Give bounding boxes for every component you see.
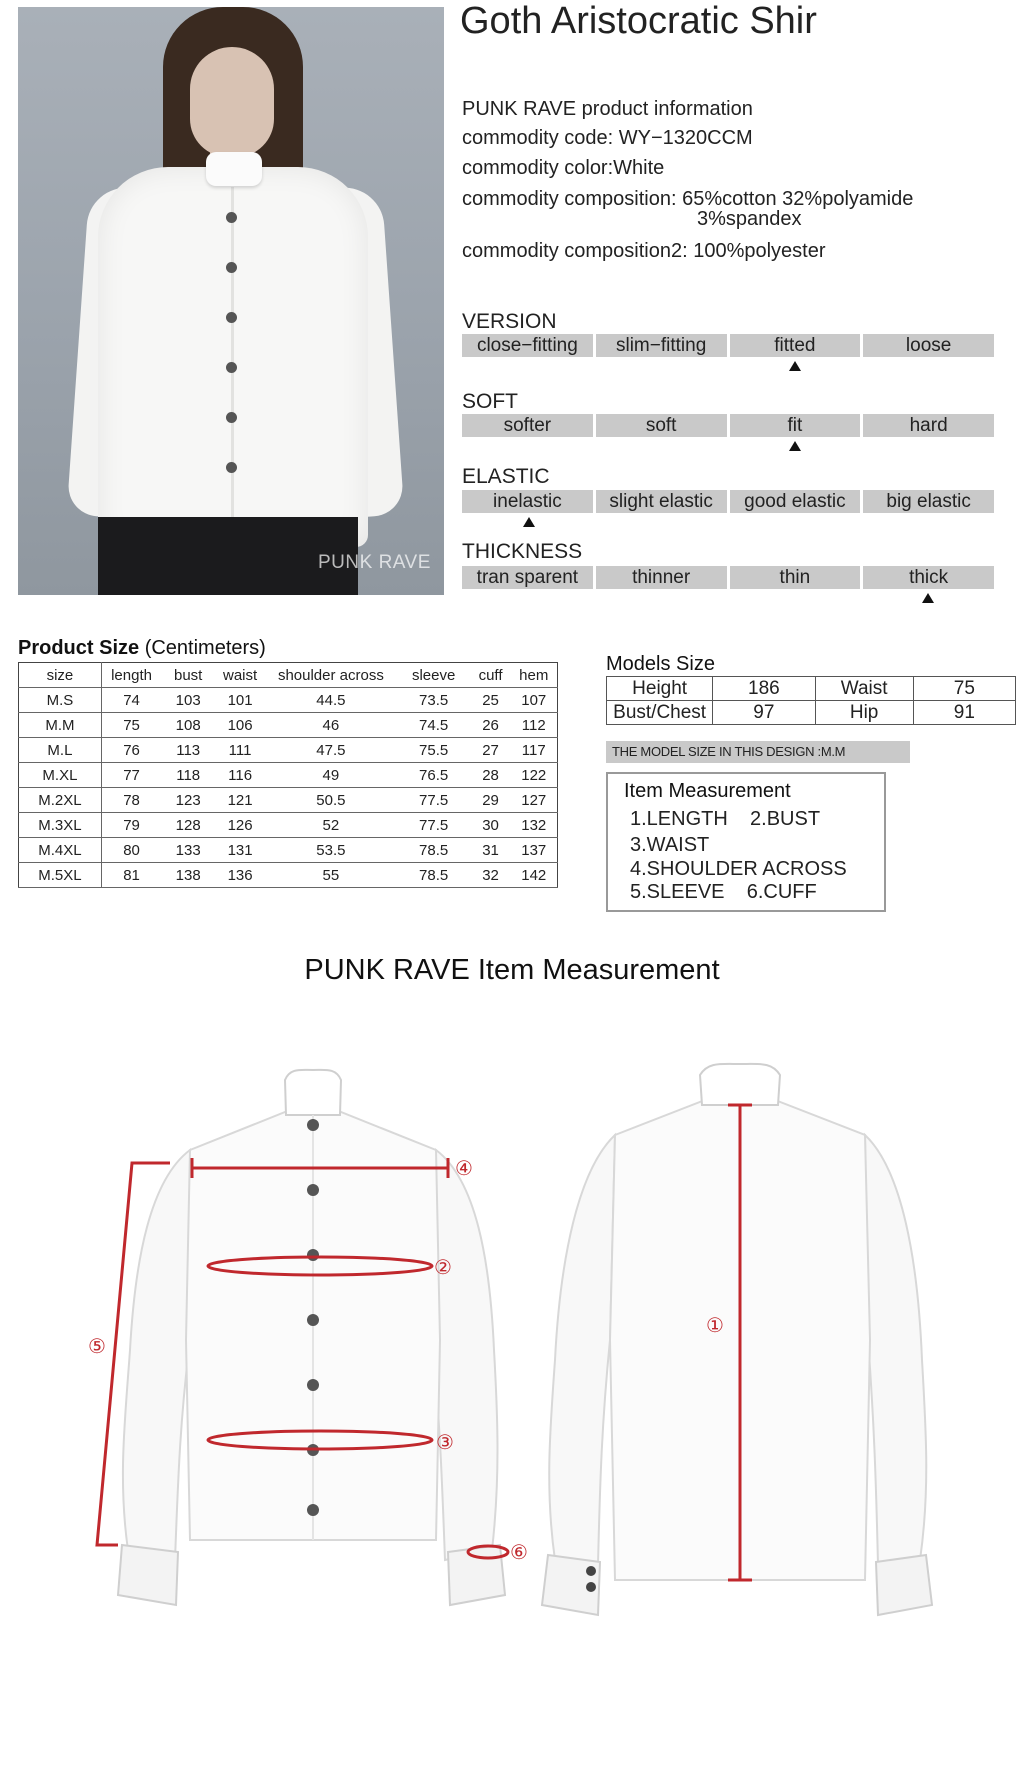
- table-cell: 142: [511, 863, 558, 888]
- table-cell: 112: [511, 713, 558, 738]
- size-column-header: sleeve: [397, 663, 471, 688]
- selected-marker-icon: [789, 441, 801, 451]
- scale-option: thick: [863, 566, 994, 589]
- shirt-button: [226, 262, 237, 273]
- table-cell: 75: [913, 677, 1015, 701]
- table-cell: 121: [215, 788, 265, 813]
- info-heading: PUNK RAVE product information: [462, 98, 753, 120]
- table-cell: 132: [511, 813, 558, 838]
- table-cell: 32: [471, 863, 511, 888]
- models-size-body: [607, 677, 1016, 725]
- table-cell: M.M: [19, 713, 102, 738]
- table-cell: 80: [101, 838, 161, 863]
- shirt-front-drawing: [118, 1070, 505, 1605]
- measurement-line: 3.WAIST: [630, 834, 710, 856]
- table-cell: 46: [265, 713, 397, 738]
- composition-value-2: 3%spandex: [697, 208, 802, 230]
- size-column-header: size: [19, 663, 102, 688]
- size-column-header: hem: [511, 663, 558, 688]
- table-cell: 76.5: [397, 763, 471, 788]
- back-right-sleeve: [865, 1135, 926, 1565]
- measurement-line: 5.SLEEVE 6.CUFF: [630, 881, 817, 903]
- size-column-header: bust: [161, 663, 215, 688]
- marker-cuff: ⑥: [510, 1540, 528, 1564]
- selected-marker-icon: [523, 517, 535, 527]
- composition-label: commodity composition:: [462, 188, 677, 210]
- photo-watermark: PUNK RAVE: [318, 552, 431, 573]
- table-row: [607, 701, 1016, 725]
- front-right-sleeve: [432, 1150, 498, 1560]
- table-cell: 128: [161, 813, 215, 838]
- table-cell: 52: [265, 813, 397, 838]
- models-size-title: Models Size: [606, 653, 715, 675]
- commodity-composition2: [462, 240, 826, 263]
- composition-value-1: 65%cotton 32%polyamide: [682, 188, 914, 210]
- shirt-button: [307, 1504, 319, 1516]
- table-cell: 78.5: [397, 838, 471, 863]
- item-measurement-heading: Item Measurement: [624, 780, 791, 802]
- table-cell: Height: [607, 677, 713, 701]
- measurement-line: 4.SHOULDER ACROSS: [630, 858, 847, 880]
- table-cell: Hip: [815, 701, 913, 725]
- table-cell: 101: [215, 688, 265, 713]
- table-cell: 44.5: [265, 688, 397, 713]
- scale-option: close−fitting: [462, 334, 593, 357]
- size-table-header: [19, 663, 558, 688]
- table-cell: 53.5: [265, 838, 397, 863]
- shirt-button: [226, 362, 237, 373]
- size-column-header: waist: [215, 663, 265, 688]
- table-cell: 78: [101, 788, 161, 813]
- scale-option: loose: [863, 334, 994, 357]
- table-cell: 26: [471, 713, 511, 738]
- table-cell: M.S: [19, 688, 102, 713]
- table-cell: 122: [511, 763, 558, 788]
- table-cell: 117: [511, 738, 558, 763]
- composition2-label: commodity composition2:: [462, 240, 688, 262]
- table-cell: 77.5: [397, 813, 471, 838]
- table-cell: 123: [161, 788, 215, 813]
- scale-label-version: VERSION: [462, 310, 557, 333]
- table-cell: M.3XL: [19, 813, 102, 838]
- table-cell: 78.5: [397, 863, 471, 888]
- back-cuff-button: [586, 1566, 596, 1576]
- scale-version: [462, 334, 994, 357]
- table-row: [19, 838, 558, 863]
- product-title: Goth Aristocratic Shir: [460, 0, 817, 42]
- measurement-diagram: [0, 1040, 1024, 1680]
- product-size-title: [18, 637, 266, 660]
- table-cell: 81: [101, 863, 161, 888]
- shirt-button: [307, 1379, 319, 1391]
- table-cell: 131: [215, 838, 265, 863]
- scale-option: hard: [863, 414, 994, 437]
- front-left-sleeve: [123, 1150, 190, 1560]
- table-cell: 103: [161, 688, 215, 713]
- table-cell: M.L: [19, 738, 102, 763]
- size-column-header: cuff: [471, 663, 511, 688]
- product-size-heading: Product Size: [18, 637, 140, 659]
- front-right-cuff: [448, 1545, 505, 1605]
- shirt-button: [307, 1184, 319, 1196]
- table-row: [19, 813, 558, 838]
- table-cell: 50.5: [265, 788, 397, 813]
- table-cell: M.4XL: [19, 838, 102, 863]
- table-cell: 79: [101, 813, 161, 838]
- front-collar: [285, 1070, 341, 1115]
- scale-option: slight elastic: [596, 490, 727, 513]
- table-cell: M.XL: [19, 763, 102, 788]
- table-cell: 118: [161, 763, 215, 788]
- table-cell: 74: [101, 688, 161, 713]
- scale-option: thin: [730, 566, 861, 589]
- scale-option: big elastic: [863, 490, 994, 513]
- table-row: [19, 738, 558, 763]
- table-cell: 28: [471, 763, 511, 788]
- back-collar: [700, 1064, 780, 1105]
- shirt-ruffle-collar: [206, 152, 262, 186]
- shirt-button: [307, 1249, 319, 1261]
- table-row: [607, 677, 1016, 701]
- table-row: [19, 688, 558, 713]
- marker-shoulder: ④: [455, 1156, 473, 1180]
- product-size-table: [18, 662, 558, 888]
- back-left-sleeve: [549, 1135, 615, 1565]
- marker-bust: ②: [434, 1255, 452, 1279]
- table-cell: 106: [215, 713, 265, 738]
- table-cell: 137: [511, 838, 558, 863]
- scale-option: softer: [462, 414, 593, 437]
- table-cell: 91: [913, 701, 1015, 725]
- marker-waist: ③: [436, 1430, 454, 1454]
- table-cell: 126: [215, 813, 265, 838]
- table-cell: M.2XL: [19, 788, 102, 813]
- size-table-body: [19, 688, 558, 888]
- scale-thickness: [462, 566, 994, 589]
- table-cell: Waist: [815, 677, 913, 701]
- table-row: [19, 863, 558, 888]
- shirt-back-drawing: [542, 1064, 932, 1615]
- front-left-cuff: [118, 1545, 178, 1605]
- table-cell: 97: [713, 701, 815, 725]
- product-photo: [18, 7, 444, 595]
- shirt-button: [307, 1314, 319, 1326]
- item-measurement-legend: [606, 772, 886, 912]
- measurement-line: 1.LENGTH 2.BUST: [630, 808, 821, 830]
- table-cell: 27: [471, 738, 511, 763]
- table-cell: 77: [101, 763, 161, 788]
- scale-elastic: [462, 490, 994, 513]
- scale-label-soft: SOFT: [462, 390, 518, 413]
- product-size-unit: (Centimeters): [144, 637, 266, 659]
- selected-marker-icon: [789, 361, 801, 371]
- scale-label-thickness: THICKNESS: [462, 540, 583, 563]
- table-cell: 25: [471, 688, 511, 713]
- table-cell: 111: [215, 738, 265, 763]
- table-cell: 73.5: [397, 688, 471, 713]
- shirt-button: [226, 312, 237, 323]
- table-cell: 75: [101, 713, 161, 738]
- table-row: [19, 788, 558, 813]
- table-cell: 74.5: [397, 713, 471, 738]
- table-cell: 55: [265, 863, 397, 888]
- table-cell: 31: [471, 838, 511, 863]
- marker-sleeve: ⑤: [88, 1334, 106, 1358]
- table-cell: 47.5: [265, 738, 397, 763]
- table-cell: 107: [511, 688, 558, 713]
- table-cell: 30: [471, 813, 511, 838]
- size-column-header: shoulder across: [265, 663, 397, 688]
- table-row: [19, 713, 558, 738]
- table-row: [19, 763, 558, 788]
- table-cell: 127: [511, 788, 558, 813]
- table-cell: M.5XL: [19, 863, 102, 888]
- size-column-header: length: [101, 663, 161, 688]
- shirt-placket: [231, 187, 234, 527]
- table-cell: 133: [161, 838, 215, 863]
- composition2-value: 100%polyester: [693, 240, 826, 262]
- table-cell: 136: [215, 863, 265, 888]
- commodity-code-label: commodity code:: [462, 127, 614, 149]
- table-cell: 138: [161, 863, 215, 888]
- model-face: [190, 47, 274, 157]
- commodity-code: [462, 127, 753, 150]
- scale-option: inelastic: [462, 490, 593, 513]
- shirt-button: [307, 1119, 319, 1131]
- table-cell: 77.5: [397, 788, 471, 813]
- scale-option: fitted: [730, 334, 861, 357]
- commodity-composition: [462, 188, 913, 211]
- shirt-button: [226, 462, 237, 473]
- back-cuff-button: [586, 1582, 596, 1592]
- shirt-button: [226, 212, 237, 223]
- table-cell: Bust/Chest: [607, 701, 713, 725]
- scale-option: slim−fitting: [596, 334, 727, 357]
- scale-option: fit: [730, 414, 861, 437]
- marker-length: ①: [706, 1313, 724, 1337]
- table-cell: 113: [161, 738, 215, 763]
- models-size-table: [606, 676, 1016, 725]
- shirt-button: [226, 412, 237, 423]
- table-cell: 116: [215, 763, 265, 788]
- table-cell: 29: [471, 788, 511, 813]
- scale-option: good elastic: [730, 490, 861, 513]
- scale-soft: [462, 414, 994, 437]
- scale-option: soft: [596, 414, 727, 437]
- scale-option: tran sparent: [462, 566, 593, 589]
- measurement-diagram-title: PUNK RAVE Item Measurement: [304, 954, 720, 986]
- scale-label-elastic: ELASTIC: [462, 465, 550, 488]
- commodity-color: commodity color:White: [462, 157, 665, 179]
- table-cell: 76: [101, 738, 161, 763]
- scale-option: thinner: [596, 566, 727, 589]
- selected-marker-icon: [922, 593, 934, 603]
- table-cell: 108: [161, 713, 215, 738]
- model-size-note: THE MODEL SIZE IN THIS DESIGN :M.M: [606, 741, 910, 763]
- back-right-cuff: [876, 1555, 932, 1615]
- table-cell: 75.5: [397, 738, 471, 763]
- commodity-code-value: WY−1320CCM: [618, 127, 753, 149]
- table-cell: 186: [713, 677, 815, 701]
- table-cell: 49: [265, 763, 397, 788]
